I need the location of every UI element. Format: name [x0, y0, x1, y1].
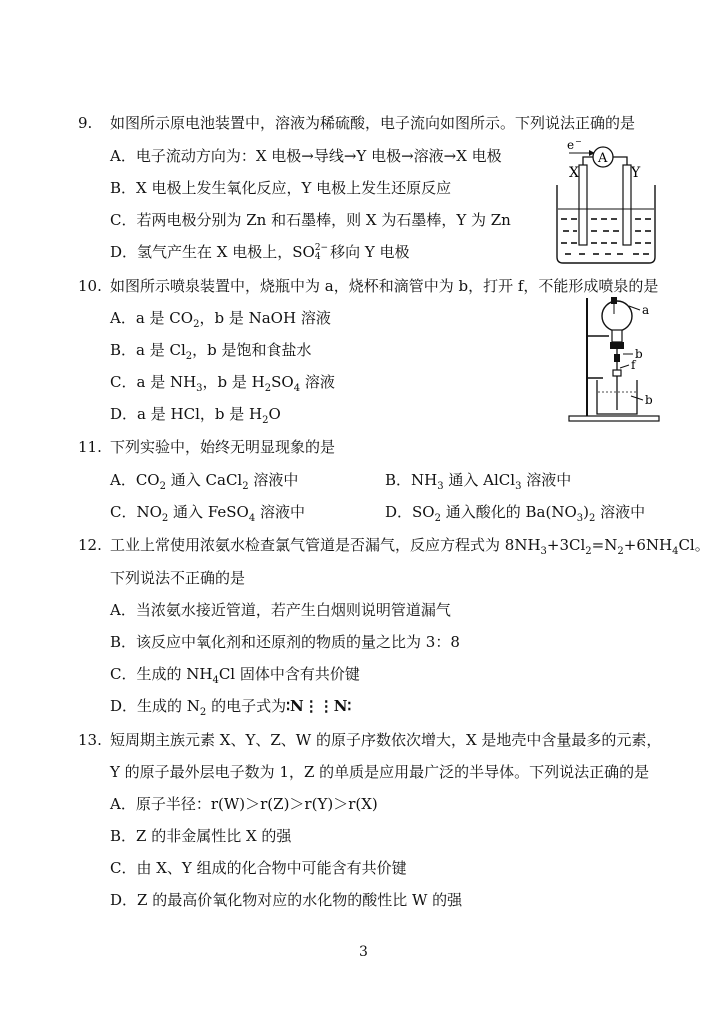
dropper-label-b: b — [635, 347, 643, 361]
fountain-apparatus-figure — [565, 292, 665, 427]
electron-formula: ∶N⋮⋮N∶ — [286, 697, 352, 715]
q10-option-b: B．a 是 $Cl_2$，b 是饱和食盐水 — [110, 341, 312, 362]
q9-option-d: D．氢气产生在 X 电极上，SO 2− 4 移向 Y 电极 — [110, 243, 410, 262]
flask-label-a: a — [642, 303, 650, 317]
q10-option-c: C．a 是 $NH_3$，b 是 $H_2SO_4$ 溶液 — [110, 373, 335, 394]
q10-stem: 如图所示喷泉装置中，烧瓶中为 a，烧杯和滴管中为 b，打开 f，不能形成喷泉的是 — [110, 277, 659, 295]
electrode-x-label: X — [569, 165, 579, 181]
svg-text:−: − — [575, 137, 582, 146]
electron-label: e — [567, 138, 575, 152]
q10-option-d: D．a 是 HCl，b 是 $H_2O$ — [110, 405, 281, 426]
q11-number: 11. — [78, 438, 102, 456]
q11-option-c: C．$NO_2$ 通入 FeSO$_4$ 溶液中 — [110, 503, 306, 524]
q9-option-a: A．电子流动方向为：X 电极→导线→Y 电极→溶液→X 电极 — [110, 147, 502, 165]
q10-option-a: A．a 是 $CO_2$，b 是 NaOH 溶液 — [110, 309, 331, 330]
q11-option-a: A．$CO_2$ 通入 CaCl$_2$ 溶液中 — [110, 471, 299, 492]
q12-number: 12. — [78, 536, 102, 554]
clamp-label-f: f — [631, 358, 636, 372]
beaker-label-b: b — [645, 393, 653, 407]
q11-stem: 下列实验中，始终无明显现象的是 — [110, 438, 336, 456]
q12-stem-line2: 下列说法不正确的是 — [110, 569, 246, 587]
q9-option-b: B．X 电极上发生氧化反应，Y 电极上发生还原反应 — [110, 179, 452, 197]
galvanic-cell-figure — [545, 135, 665, 270]
q12-stem-line1: 工业上常使用浓氨水检查氯气管道是否漏气，反应方程式为 $8NH_3+3Cl_2=N_2+6NH_4Cl$。 — [110, 536, 710, 557]
q13-stem-line1: 短周期主族元素 X、Y、Z、W 的原子序数依次增大，X 是地壳中含量最多的元素， — [110, 731, 662, 749]
q12-option-b: B．该反应中氧化剂和还原剂的物质的量之比为 3：8 — [110, 633, 460, 651]
q11-option-d: D．$SO_2$ 通入酸化的 $Ba(NO_3)_2$ 溶液中 — [385, 503, 646, 524]
q9-stem: 如图所示原电池装置中，溶液为稀硫酸，电子流向如图所示。下列说法正确的是 — [110, 114, 636, 132]
q13-option-d: D．Z 的最高价氧化物对应的水化物的酸性比 W 的强 — [110, 891, 463, 909]
q13-stem-line2: Y 的原子最外层电子数为 1，Z 的单质是应用最广泛的半导体。下列说法正确的是 — [110, 763, 650, 781]
q9-option-c: C．若两电极分别为 Zn 和石墨棒，则 X 为石墨棒，Y 为 Zn — [110, 211, 511, 229]
page-number: 3 — [359, 944, 368, 960]
q13-number: 13. — [78, 731, 102, 749]
svg-text:A: A — [598, 151, 608, 166]
q13-option-c: C．由 X、Y 组成的化合物中可能含有共价键 — [110, 859, 407, 877]
q12-option-c: C．生成的 $NH_4Cl$ 固体中含有共价键 — [110, 665, 360, 686]
q10-number: 10. — [78, 277, 102, 295]
q9-number: 9. — [78, 114, 93, 132]
q12-option-d: D．生成的 $N_2$ 的电子式为∶N⋮⋮N∶ — [110, 697, 352, 718]
q12-option-a: A．当浓氨水接近管道，若产生白烟则说明管道漏气 — [110, 601, 451, 619]
q13-option-b: B．Z 的非金属性比 X 的强 — [110, 827, 292, 845]
electrode-y-label: Y — [631, 165, 641, 181]
q11-option-b: B．$NH_3$ 通入 AlCl$_3$ 溶液中 — [385, 471, 572, 492]
q13-option-a: A．原子半径：r(W)＞r(Z)＞r(Y)＞r(X) — [110, 795, 378, 813]
